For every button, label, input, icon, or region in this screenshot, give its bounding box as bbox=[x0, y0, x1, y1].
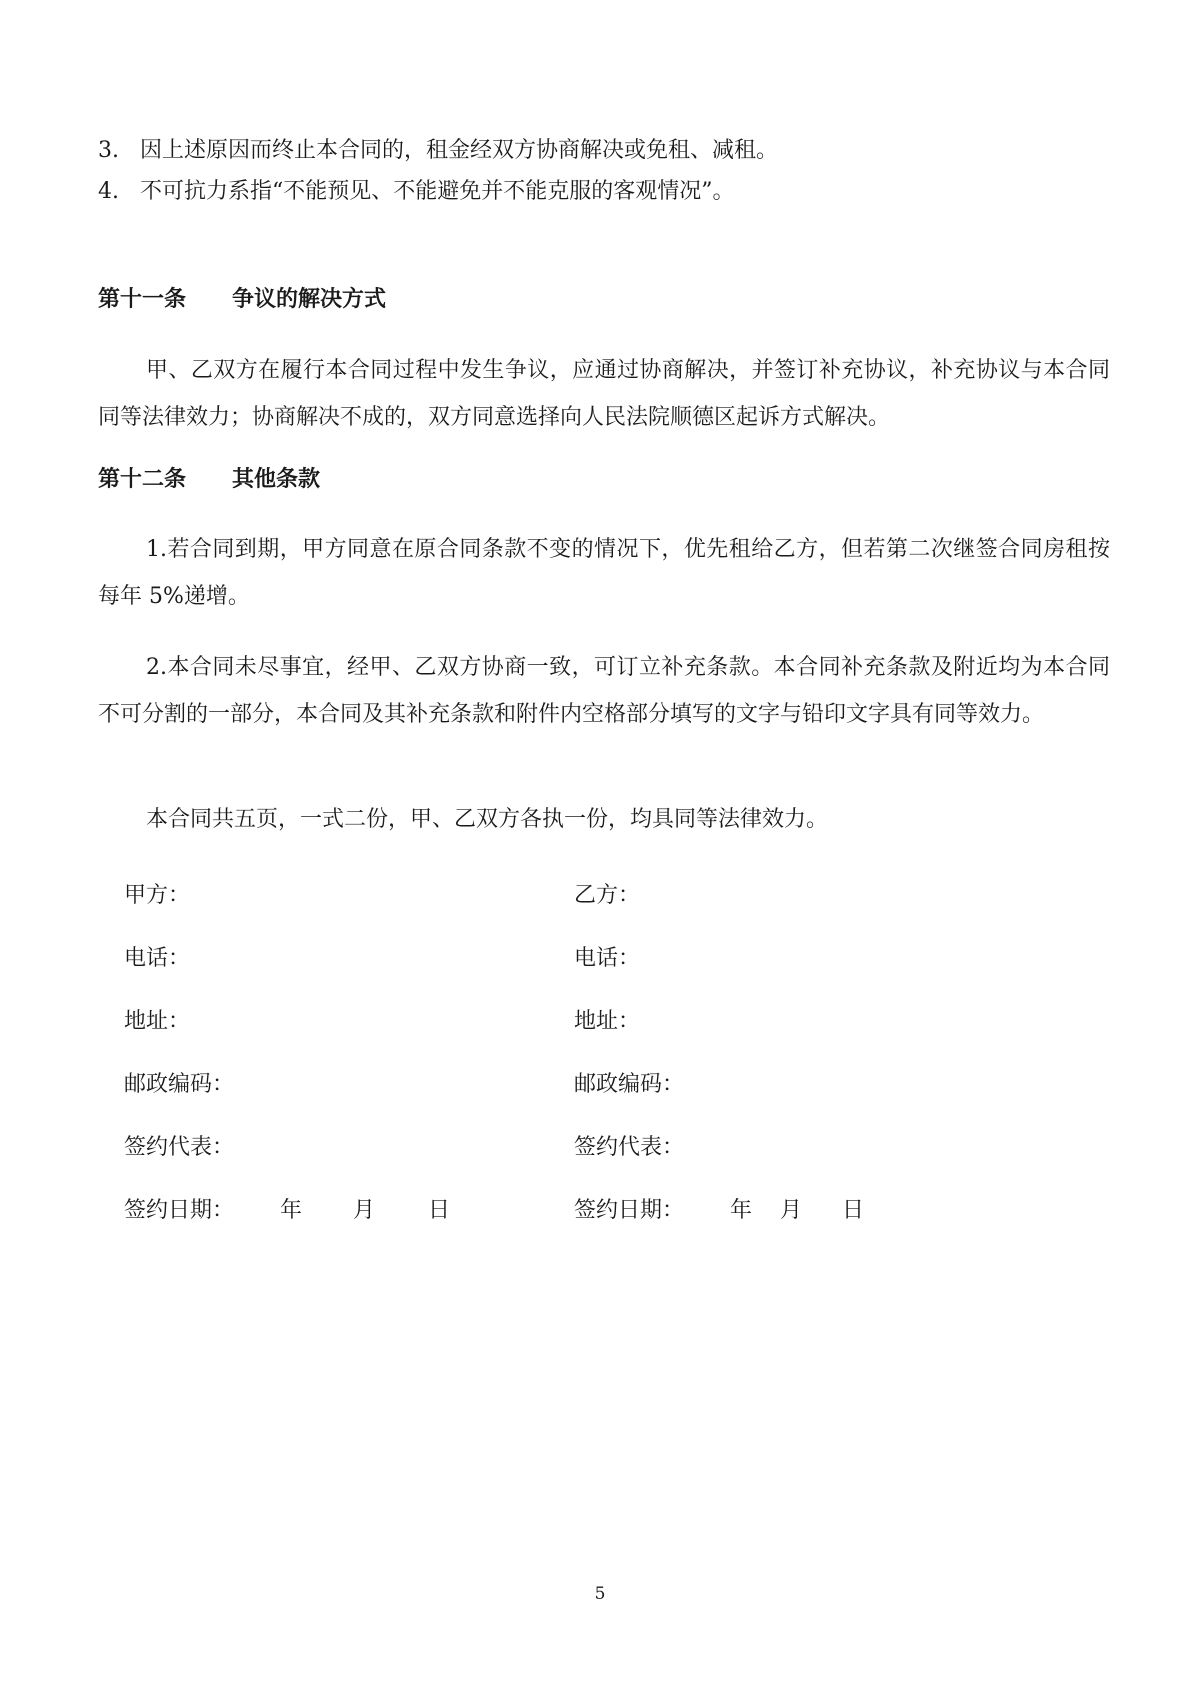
article-11-heading bbox=[98, 284, 386, 314]
party-b-year: 年 bbox=[730, 1198, 753, 1223]
article-12-number: 第十二条 bbox=[98, 466, 187, 492]
party-a-label: 甲方： bbox=[124, 883, 191, 908]
list-item-number: 3. bbox=[98, 138, 119, 163]
article-12-clause-2: 2.本合同未尽事宜，经甲、乙双方协商一致，可订立补充条款。本合同补充条款及附近均为本合同不可分割的一部分，本合同及其补充条款和附件内空格部分填写的文字与铅印文字具有同等效力。 bbox=[98, 655, 1110, 727]
party-a-day: 日 bbox=[428, 1198, 451, 1223]
list-item-text: 因上述原因而终止本合同的，租金经双方协商解决或免租、减租。 bbox=[140, 138, 779, 163]
party-b-phone-label: 电话： bbox=[574, 946, 641, 971]
article-11-body: 甲、乙双方在履行本合同过程中发生争议，应通过协商解决，并签订补充协议，补充协议与本合同同等法律效力；协商解决不成的，双方同意选择向人民法院顺德区起诉方式解决。 bbox=[98, 358, 1110, 430]
article-12-clause-1: 1.若合同到期，甲方同意在原合同条款不变的情况下，优先租给乙方，但若第二次继签合同房租按每年 5%递增。 bbox=[98, 537, 1110, 609]
party-a-phone-label: 电话： bbox=[124, 946, 191, 971]
article-12-title: 其他条款 bbox=[232, 466, 321, 492]
article-11-title: 争议的解决方式 bbox=[232, 286, 387, 312]
party-b-label: 乙方： bbox=[574, 883, 641, 908]
party-b-postcode-label: 邮政编码： bbox=[574, 1072, 685, 1097]
list-item-number: 4. bbox=[98, 179, 119, 204]
party-b-representative-label: 签约代表： bbox=[574, 1135, 685, 1160]
party-a-representative-label: 签约代表： bbox=[124, 1135, 235, 1160]
party-b-day: 日 bbox=[842, 1198, 865, 1223]
party-a-month: 月 bbox=[353, 1198, 376, 1223]
party-a-address-label: 地址： bbox=[124, 1009, 191, 1034]
list-item-text: 不可抗力系指“不能预见、不能避免并不能克服的客观情况”。 bbox=[140, 179, 735, 204]
article-11-number: 第十一条 bbox=[98, 286, 187, 312]
page-number: 5 bbox=[594, 1584, 606, 1604]
party-b-date-label: 签约日期： bbox=[574, 1198, 685, 1223]
party-b-address-label: 地址： bbox=[574, 1009, 641, 1034]
party-a-year: 年 bbox=[280, 1198, 303, 1223]
article-12-heading bbox=[98, 464, 320, 494]
article-12-closing: 本合同共五页，一式二份，甲、乙双方各执一份，均具同等法律效力。 bbox=[146, 807, 829, 832]
party-b-month: 月 bbox=[780, 1198, 803, 1223]
party-a-date-label: 签约日期： bbox=[124, 1198, 235, 1223]
party-a-postcode-label: 邮政编码： bbox=[124, 1072, 235, 1097]
